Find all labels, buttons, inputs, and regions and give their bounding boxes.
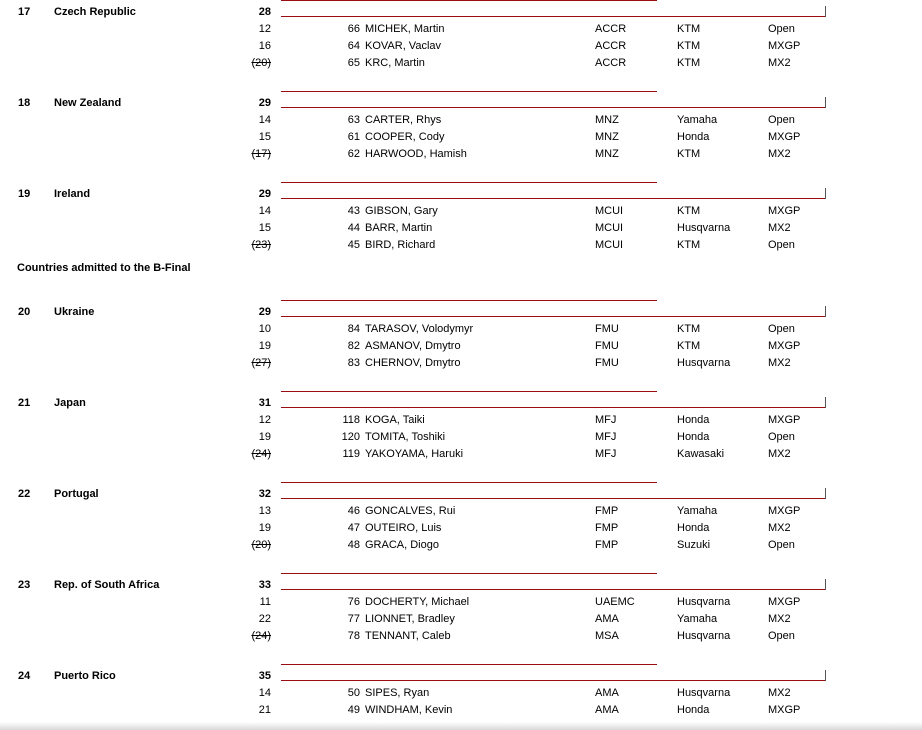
country-name: Ukraine — [54, 306, 95, 318]
rider-row — [0, 40, 922, 57]
rider-table-rule — [281, 498, 826, 499]
rider-number: 64 — [347, 40, 360, 52]
rider-number: 44 — [347, 222, 360, 234]
rider-number: 77 — [347, 613, 360, 625]
rider-name: HARWOOD, Hamish — [365, 148, 467, 160]
rider-class: Open — [768, 23, 795, 35]
rider-number: 78 — [347, 630, 360, 642]
rider-class: MXGP — [768, 40, 801, 52]
rider-number: 49 — [347, 704, 360, 716]
rider-motorcycle: KTM — [677, 239, 701, 251]
rider-name: MICHEK, Martin — [365, 23, 445, 35]
rider-motorcycle: Yamaha — [677, 613, 718, 625]
rider-row — [0, 431, 922, 448]
country-total-points: 31 — [258, 397, 271, 409]
rider-name: LIONNET, Bradley — [365, 613, 455, 625]
rider-table-rule — [281, 198, 826, 199]
rider-motorcycle: KTM — [677, 23, 701, 35]
rider-class: MX2 — [768, 57, 791, 69]
rider-number: 118 — [342, 414, 360, 426]
rider-class: MX2 — [768, 522, 791, 534]
country-rank: 17 — [18, 6, 31, 18]
rider-federation: MFJ — [595, 414, 617, 426]
rider-points: 19 — [258, 340, 271, 352]
rider-name: TARASOV, Volodymyr — [365, 323, 474, 335]
rider-name: KOGA, Taiki — [365, 414, 425, 426]
rider-class: MXGP — [768, 414, 801, 426]
rider-motorcycle: Kawasaki — [677, 448, 725, 460]
country-block — [0, 664, 922, 730]
rider-class: MXGP — [768, 340, 801, 352]
rider-class: MX2 — [768, 222, 791, 234]
rider-points: 21 — [258, 704, 271, 716]
rule-end-tick — [825, 670, 826, 681]
separator-line — [281, 391, 657, 392]
country-rank: 21 — [18, 397, 31, 409]
rider-class: Open — [768, 431, 795, 443]
rider-points: (20) — [251, 57, 271, 69]
rider-number: 82 — [347, 340, 360, 352]
rider-row — [0, 704, 922, 721]
country-rank: 19 — [18, 188, 31, 200]
separator-line — [281, 664, 657, 665]
rider-name: OUTEIRO, Luis — [365, 522, 442, 534]
rider-row — [0, 23, 922, 40]
rider-row — [0, 57, 922, 74]
rider-class: MXGP — [768, 704, 801, 716]
rider-class: MX2 — [768, 448, 791, 460]
rider-federation: ACCR — [595, 40, 627, 52]
rider-number: 63 — [347, 114, 360, 126]
rider-name: BARR, Martin — [365, 222, 433, 234]
rider-number: 119 — [342, 448, 360, 460]
rider-number: 120 — [341, 431, 360, 443]
country-block — [0, 91, 922, 182]
rider-points: 14 — [258, 114, 271, 126]
rider-row — [0, 505, 922, 522]
rider-federation: FMU — [595, 340, 619, 352]
rider-number: 83 — [347, 357, 360, 369]
rider-number: 47 — [347, 522, 360, 534]
rider-federation: MFJ — [595, 448, 617, 460]
rider-points: (27) — [251, 357, 271, 369]
rider-row — [0, 687, 922, 704]
rider-points: 15 — [258, 131, 271, 143]
country-block — [0, 0, 922, 91]
rider-table-rule — [281, 407, 826, 408]
rider-name: ASMANOV, Dmytro — [365, 340, 461, 352]
rider-points: 22 — [258, 613, 271, 625]
country-block — [0, 182, 922, 273]
rule-end-tick — [825, 188, 826, 199]
rider-name: TENNANT, Caleb — [365, 630, 451, 642]
rider-motorcycle: Husqvarna — [677, 630, 731, 642]
rider-class: MXGP — [768, 205, 801, 217]
rider-row — [0, 114, 922, 131]
page-bottom-edge — [0, 722, 922, 730]
rider-name: CARTER, Rhys — [365, 114, 442, 126]
rider-motorcycle: Husqvarna — [677, 357, 731, 369]
rider-row — [0, 340, 922, 357]
rider-federation: MCUI — [595, 239, 624, 251]
rider-motorcycle: KTM — [677, 57, 701, 69]
rider-table-rule — [281, 589, 826, 590]
rider-table-rule — [281, 316, 826, 317]
rider-number: 50 — [347, 687, 360, 699]
rider-class: MX2 — [768, 687, 791, 699]
rider-row — [0, 630, 922, 647]
rider-points: 10 — [258, 323, 271, 335]
rider-name: GIBSON, Gary — [365, 205, 438, 217]
rider-federation: FMP — [595, 522, 619, 534]
country-name: Japan — [54, 397, 86, 409]
separator-line — [281, 482, 657, 483]
rider-points: 14 — [258, 687, 271, 699]
country-total-points: 32 — [258, 488, 271, 500]
rider-motorcycle: KTM — [677, 340, 701, 352]
rider-federation: MCUI — [595, 222, 624, 234]
rider-points: 12 — [258, 414, 271, 426]
rider-points: 19 — [258, 522, 271, 534]
rider-table-rule — [281, 680, 826, 681]
rider-points: 19 — [258, 431, 271, 443]
rider-name: WINDHAM, Kevin — [365, 704, 453, 716]
rider-row — [0, 357, 922, 374]
rider-name: SIPES, Ryan — [365, 687, 430, 699]
country-total-points: 29 — [258, 97, 271, 109]
rider-number: 46 — [347, 505, 360, 517]
rider-name: TOMITA, Toshiki — [365, 431, 446, 443]
separator-line — [281, 182, 657, 183]
rider-motorcycle: Honda — [677, 431, 710, 443]
rider-federation: FMP — [595, 539, 619, 551]
rider-points: (17) — [251, 148, 271, 160]
country-rank: 24 — [18, 670, 31, 682]
rider-motorcycle: KTM — [677, 148, 701, 160]
rider-class: Open — [768, 323, 795, 335]
rider-class: MX2 — [768, 613, 791, 625]
rider-federation: FMP — [595, 505, 619, 517]
rule-end-tick — [825, 306, 826, 317]
rider-motorcycle: Honda — [677, 131, 710, 143]
country-name: New Zealand — [54, 97, 122, 109]
rider-federation: ACCR — [595, 57, 627, 69]
rider-points: (24) — [251, 448, 271, 460]
rider-class: Open — [768, 114, 795, 126]
rider-federation: FMU — [595, 357, 619, 369]
separator-line — [281, 0, 657, 1]
country-total-points: 29 — [258, 188, 271, 200]
rider-number: 61 — [347, 131, 360, 143]
rider-class: MXGP — [768, 505, 801, 517]
rider-federation: MFJ — [595, 431, 617, 443]
country-block — [0, 300, 922, 391]
rider-motorcycle: Husqvarna — [677, 596, 731, 608]
country-block — [0, 391, 922, 482]
country-rank: 18 — [18, 97, 31, 109]
rider-row — [0, 539, 922, 556]
rider-motorcycle: KTM — [677, 40, 701, 52]
rider-number: 66 — [347, 23, 360, 35]
rider-points: 14 — [258, 205, 271, 217]
rider-points: 12 — [258, 23, 271, 35]
rider-table-rule — [281, 107, 826, 108]
rider-row — [0, 522, 922, 539]
rider-name: YAKOYAMA, Haruki — [365, 448, 464, 460]
rider-federation: AMA — [595, 704, 619, 716]
rider-number: 43 — [347, 205, 360, 217]
country-total-points: 29 — [258, 306, 271, 318]
rider-points: (24) — [251, 630, 271, 642]
rider-motorcycle: Husqvarna — [677, 687, 731, 699]
rider-number: 48 — [347, 539, 360, 551]
rider-federation: ACCR — [595, 23, 627, 35]
rider-name: DOCHERTY, Michael — [365, 596, 470, 608]
rider-federation: UAEMC — [595, 596, 635, 608]
rider-federation: AMA — [595, 613, 619, 625]
rider-name: GRACA, Diogo — [365, 539, 439, 551]
rider-row — [0, 323, 922, 340]
rider-motorcycle: Honda — [677, 414, 710, 426]
rider-name: COOPER, Cody — [365, 131, 445, 143]
country-block — [0, 482, 922, 573]
rider-federation: MNZ — [595, 114, 619, 126]
rider-name: CHERNOV, Dmytro — [365, 357, 461, 369]
rider-motorcycle: Suzuki — [677, 539, 711, 551]
country-name: Czech Republic — [54, 6, 136, 18]
rider-motorcycle: Husqvarna — [677, 222, 731, 234]
rider-class: MX2 — [768, 148, 791, 160]
rule-end-tick — [825, 6, 826, 17]
rider-number: 65 — [347, 57, 360, 69]
rider-motorcycle: KTM — [677, 323, 701, 335]
rider-row — [0, 596, 922, 613]
rider-points: (20) — [251, 539, 271, 551]
country-total-points: 28 — [258, 6, 271, 18]
rider-number: 45 — [347, 239, 360, 251]
country-total-points: 35 — [258, 670, 271, 682]
country-rank: 20 — [18, 306, 31, 318]
rider-row — [0, 613, 922, 630]
separator-line — [281, 300, 657, 301]
rule-end-tick — [825, 97, 826, 108]
rider-class: MX2 — [768, 357, 791, 369]
rider-federation: MSA — [595, 630, 619, 642]
section-label-b-final: Countries admitted to the B-Final — [17, 262, 191, 274]
rider-federation: MNZ — [595, 148, 619, 160]
rider-class: Open — [768, 630, 795, 642]
rule-end-tick — [825, 397, 826, 408]
rider-points: 11 — [259, 596, 271, 608]
rider-number: 76 — [347, 596, 360, 608]
rider-row — [0, 148, 922, 165]
rider-row — [0, 205, 922, 222]
rider-federation: MNZ — [595, 131, 619, 143]
rule-end-tick — [825, 579, 826, 590]
rider-federation: AMA — [595, 687, 619, 699]
rider-federation: MCUI — [595, 205, 624, 217]
rider-name: KRC, Martin — [365, 57, 425, 69]
rider-class: Open — [768, 539, 795, 551]
rider-motorcycle: Honda — [677, 704, 710, 716]
rider-class: MXGP — [768, 131, 801, 143]
country-name: Rep. of South Africa — [54, 579, 160, 591]
country-name: Puerto Rico — [54, 670, 116, 682]
rider-row — [0, 131, 922, 148]
rider-number: 62 — [347, 148, 360, 160]
rider-points: (23) — [251, 239, 271, 251]
rider-motorcycle: Yamaha — [677, 114, 718, 126]
rider-name: GONCALVES, Rui — [365, 505, 456, 517]
country-name: Ireland — [54, 188, 91, 200]
rider-federation: FMU — [595, 323, 619, 335]
country-name: Portugal — [54, 488, 99, 500]
rider-name: BIRD, Richard — [365, 239, 436, 251]
country-total-points: 33 — [258, 579, 271, 591]
rider-name: KOVAR, Vaclav — [365, 40, 442, 52]
country-block — [0, 573, 922, 664]
rule-end-tick — [825, 488, 826, 499]
rider-number: 84 — [347, 323, 360, 335]
rider-class: Open — [768, 239, 795, 251]
rider-points: 13 — [258, 505, 271, 517]
country-rank: 23 — [18, 579, 31, 591]
rider-motorcycle: KTM — [677, 205, 701, 217]
separator-line — [281, 573, 657, 574]
rider-table-rule — [281, 16, 826, 17]
rider-row — [0, 222, 922, 239]
separator-line — [281, 91, 657, 92]
rider-row — [0, 239, 922, 256]
rider-motorcycle: Yamaha — [677, 505, 718, 517]
rider-row — [0, 414, 922, 431]
rider-motorcycle: Honda — [677, 522, 710, 534]
rider-points: 16 — [258, 40, 271, 52]
rider-row — [0, 448, 922, 465]
rider-class: MXGP — [768, 596, 801, 608]
country-rank: 22 — [18, 488, 31, 500]
rider-points: 15 — [258, 222, 271, 234]
